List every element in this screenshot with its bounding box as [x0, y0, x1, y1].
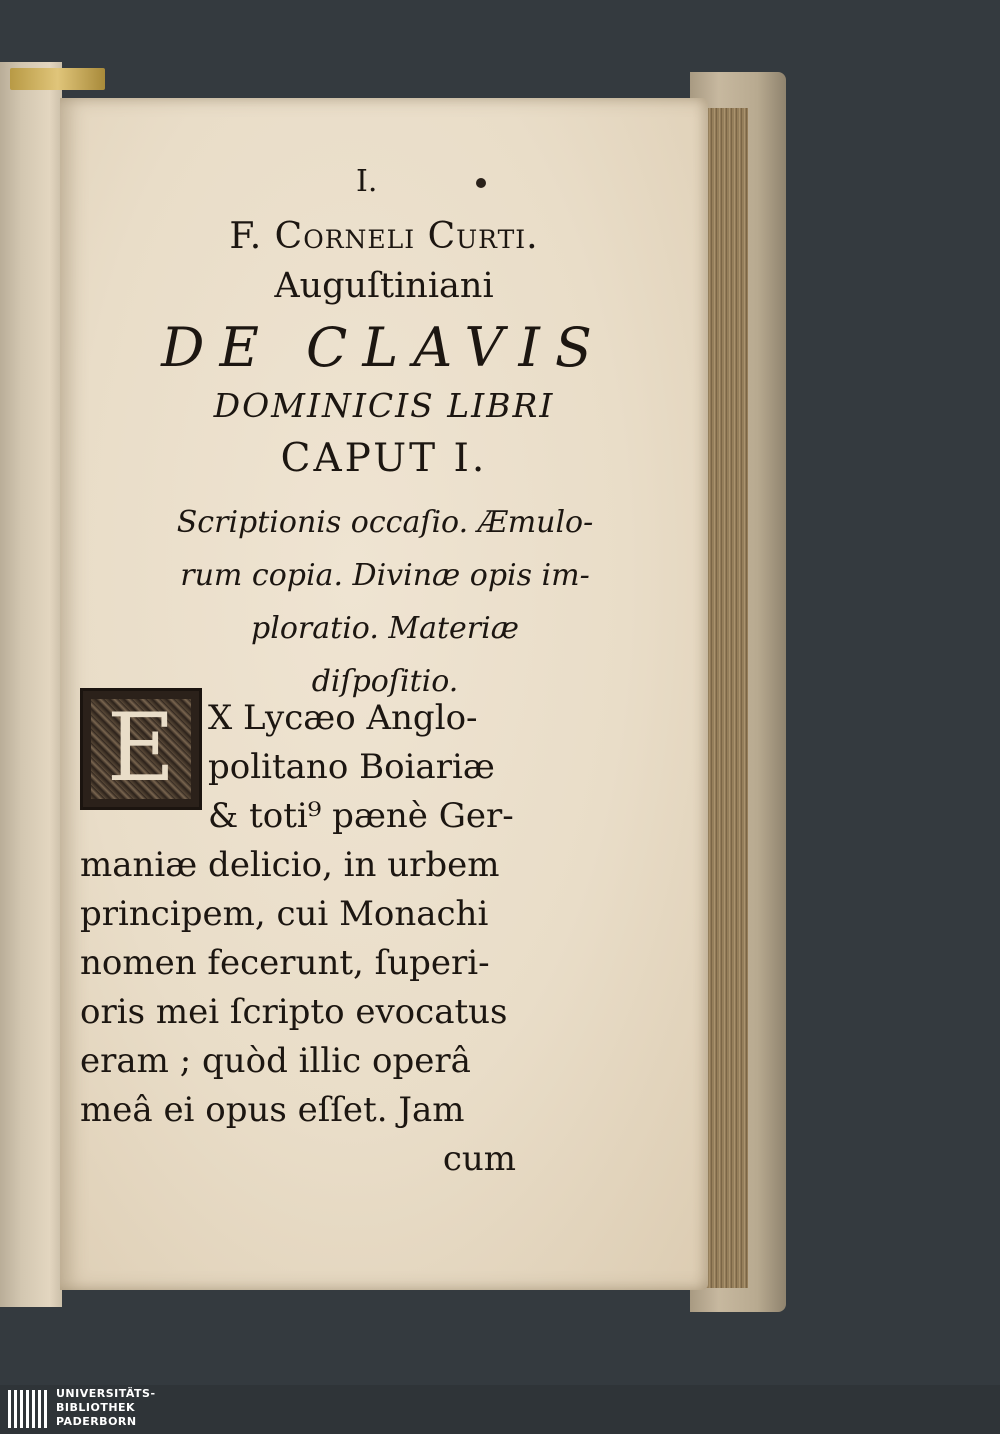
- facing-page-edge: [0, 62, 62, 1307]
- catchword: cum: [442, 1139, 516, 1179]
- chapter-heading: CAPUT I.: [280, 436, 488, 481]
- body-line: principem, cui Monachi: [80, 894, 489, 934]
- library-footer: [0, 1385, 1000, 1434]
- page-number: I.: [356, 164, 378, 199]
- ink-dot: [476, 178, 486, 188]
- body-line: meâ ei opus eſſet. Jam: [80, 1090, 465, 1130]
- bookmark-ribbon: [10, 68, 105, 90]
- logo-line: BIBLIOTHEK: [56, 1401, 136, 1414]
- initial-letter: E: [106, 694, 176, 803]
- library-logo-icon: [8, 1390, 48, 1428]
- book-page: [60, 98, 708, 1290]
- logo-line: UNIVERSITÄTS-: [56, 1387, 156, 1400]
- page-title: DE CLAVIS: [161, 316, 607, 379]
- summary-line: Scriptionis occaſio. Æmulo-: [176, 505, 594, 540]
- body-line: X Lycæo Anglo-: [208, 698, 478, 738]
- body-line: maniæ delicio, in urbem: [80, 845, 500, 885]
- chapter-summary: [90, 496, 680, 708]
- body-line: oris mei ſcripto evocatus: [80, 992, 508, 1032]
- logo-line: PADERBORN: [56, 1415, 137, 1428]
- summary-line: diſpoſitio.: [311, 664, 459, 699]
- library-logo-text: [56, 1387, 156, 1429]
- page-subtitle: DOMINICIS LIBRI: [213, 386, 555, 425]
- author-line: F. Corneli Curti.: [229, 216, 539, 257]
- body-line: eram ; quòd illic operâ: [80, 1041, 471, 1081]
- body-line: politano Boiariæ: [208, 747, 495, 787]
- body-line: nomen fecerunt, ſuperi-: [80, 943, 490, 983]
- body-line: & toti⁹ pænè Ger-: [208, 796, 514, 836]
- body-text: [80, 694, 516, 1184]
- summary-line: ploratio. Materiæ: [251, 611, 519, 646]
- summary-line: rum copia. Divinæ opis im-: [180, 558, 590, 593]
- order-line: Auguſtiniani: [274, 266, 494, 306]
